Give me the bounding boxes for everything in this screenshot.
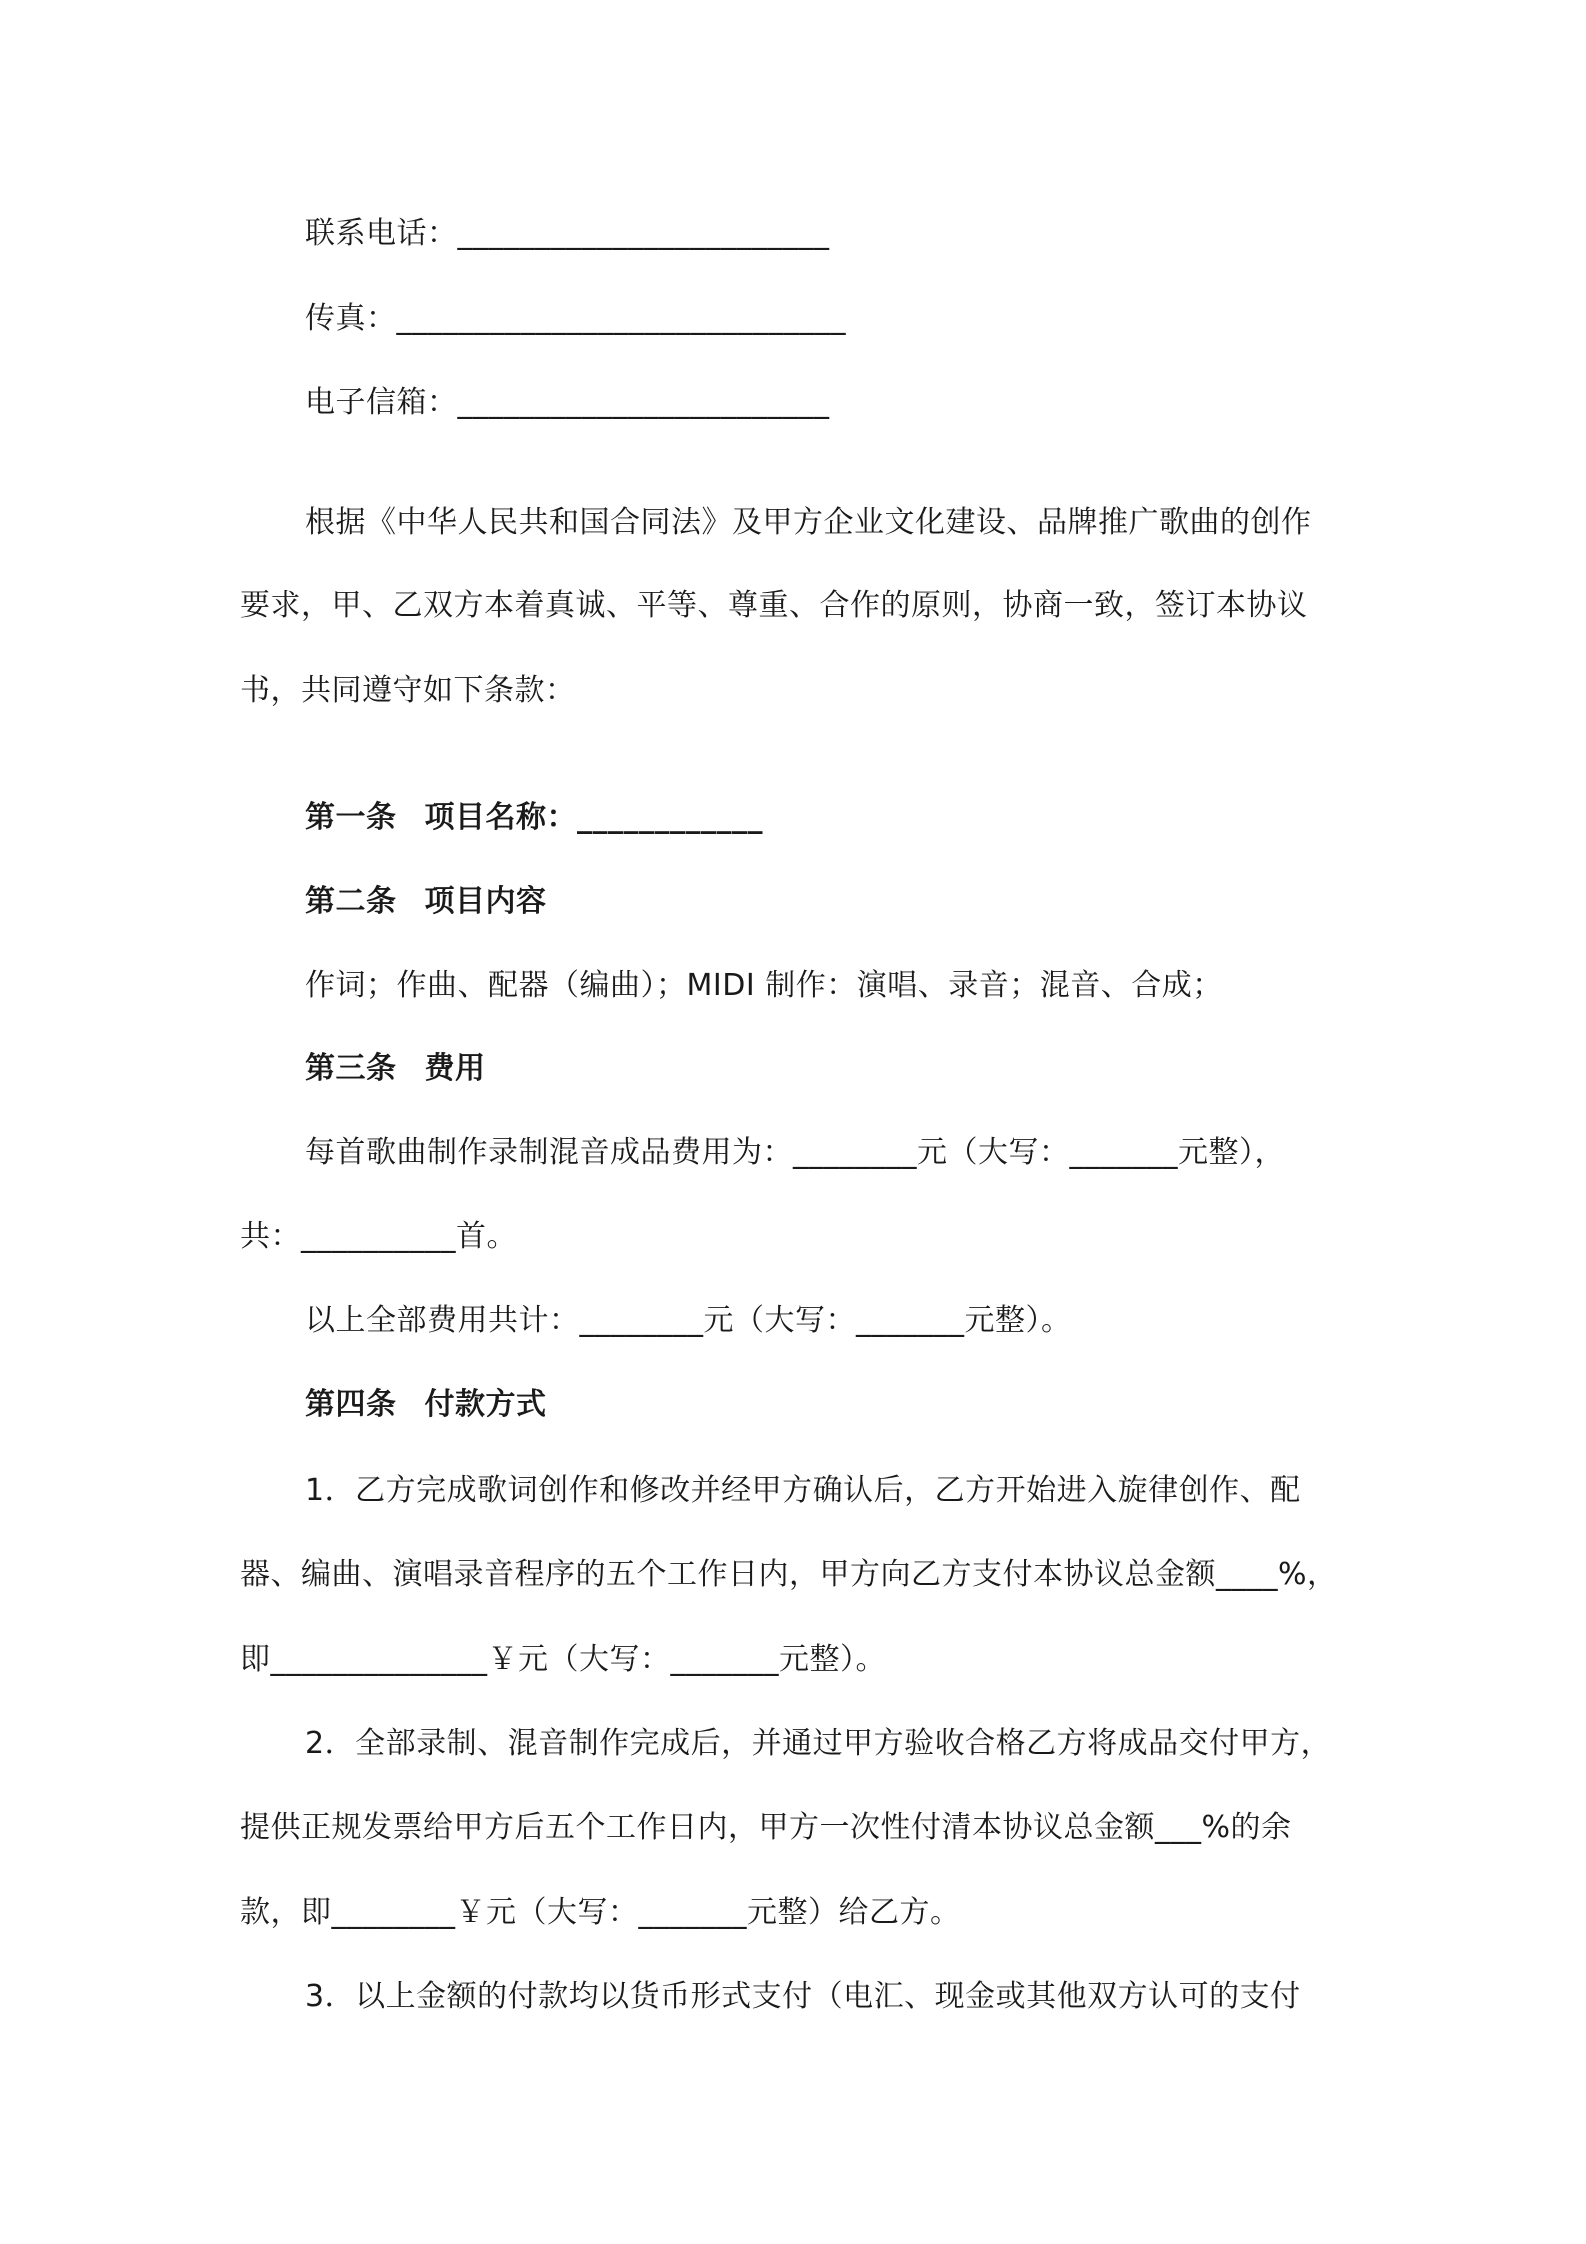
contact-phone: 联系电话：________________________ <box>305 216 830 251</box>
preamble-line-3: 书，共同遵守如下条款： <box>240 673 576 708</box>
article-3-line-2: 共：__________首。 <box>240 1219 517 1254</box>
preamble-line-2: 要求，甲、乙双方本着真诚、平等、尊重、合作的原则，协商一致，签订本协议 <box>240 588 1308 623</box>
article-2-title: 项目内容 <box>424 884 547 919</box>
article-4-line-7: 3．以上金额的付款均以货币形式支付（电汇、现金或其他双方认可的支付 <box>305 1979 1301 2014</box>
article-4-line-5: 提供正规发票给甲方后五个工作日内，甲方一次性付清本协议总金额___%的余 <box>240 1810 1292 1845</box>
article-4-line-3: 即______________￥元（大写：_______元整）。 <box>240 1642 886 1677</box>
contact-fax: 传真：_____________________________ <box>305 301 846 336</box>
article-4-title: 付款方式 <box>424 1387 547 1422</box>
article-2-heading <box>305 880 547 924</box>
article-2-content: 作词；作曲、配器（编曲）；MIDI 制作：演唱、录音；混音、合成； <box>305 968 1223 1003</box>
article-1-heading <box>305 796 763 840</box>
article-4-line-6: 款，即________￥元（大写：_______元整）给乙方。 <box>240 1895 961 1930</box>
article-3-number: 第三条 <box>305 1051 397 1086</box>
article-4-number: 第四条 <box>305 1387 397 1422</box>
article-3-line-1: 每首歌曲制作录制混音成品费用为：________元（大写：_______元整）， <box>305 1135 1285 1170</box>
article-4-line-2: 器、编曲、演唱录音程序的五个工作日内，甲方向乙方支付本协议总金额____%， <box>240 1557 1338 1592</box>
article-1-number: 第一条 <box>305 800 397 835</box>
article-1-title: 项目名称：____________ <box>424 800 763 835</box>
article-4-heading <box>305 1383 547 1427</box>
article-4-line-1: 1．乙方完成歌词创作和修改并经甲方确认后，乙方开始进入旋律创作、配 <box>305 1473 1301 1508</box>
article-2-number: 第二条 <box>305 884 397 919</box>
article-3-heading <box>305 1047 486 1091</box>
article-3-line-3: 以上全部费用共计：________元（大写：_______元整）。 <box>305 1303 1072 1338</box>
article-4-line-4: 2．全部录制、混音制作完成后，并通过甲方验收合格乙方将成品交付甲方， <box>305 1726 1332 1761</box>
contact-email: 电子信箱：________________________ <box>305 385 830 420</box>
article-3-title: 费用 <box>424 1051 486 1086</box>
preamble-line-1: 根据《中华人民共和国合同法》及甲方企业文化建设、品牌推广歌曲的创作 <box>305 505 1312 540</box>
